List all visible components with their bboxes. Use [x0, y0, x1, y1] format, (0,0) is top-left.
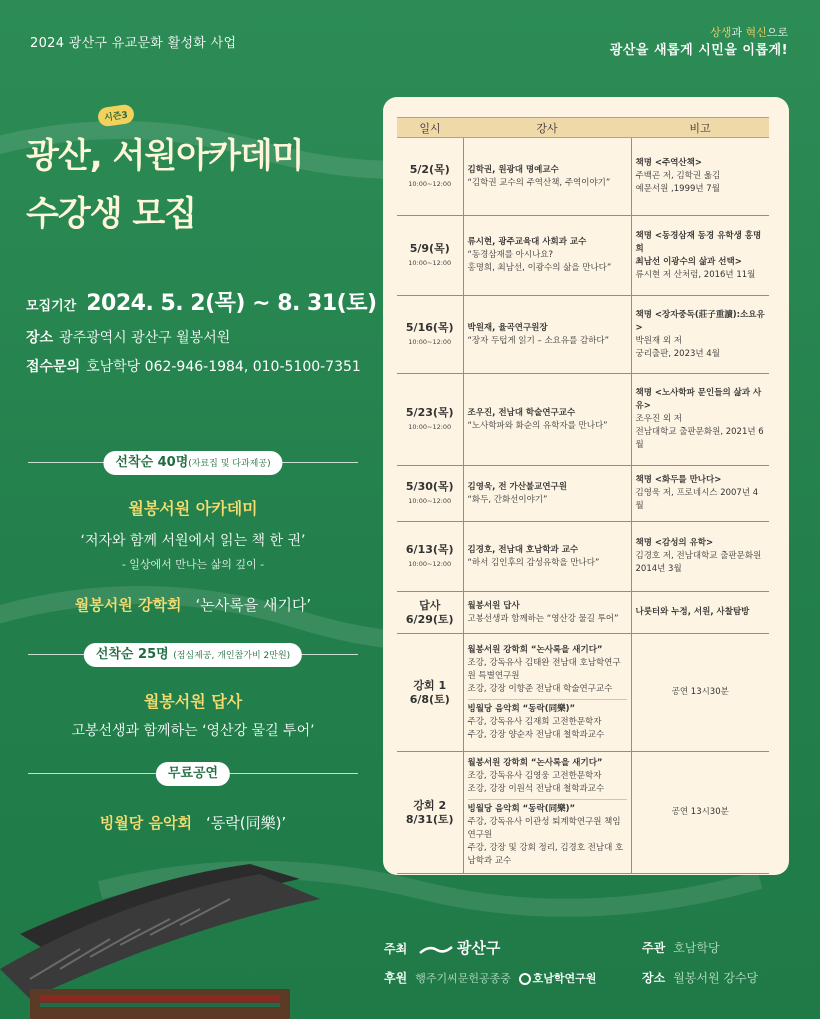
book-info: 김경호 저, 전남대학교 출판문화원 [635, 551, 762, 561]
schedule-table [397, 117, 769, 874]
time-text: 10:00~12:00 [408, 496, 452, 505]
section1-pill-main: 선착순 40명 [115, 455, 189, 470]
book-info: 주백곤 저, 김학권 옮김 [635, 171, 721, 181]
venue [642, 969, 758, 986]
lecture-topic: “장자 두텁게 읽기 – 소요유를 감하다” [467, 335, 610, 346]
time-text: 10:00~12:00 [408, 337, 452, 346]
honam-institute-logo-icon [519, 973, 531, 985]
support-value-2: 호남학연구원 [532, 972, 597, 985]
period-label: 모집기간 [26, 299, 77, 314]
section1-pill-sub: (자료집 및 다과제공) [188, 459, 271, 469]
table-row [397, 138, 769, 216]
tour-desc: 고봉선생과 함께하는 ‘영산강 물길 투어’ [71, 723, 315, 739]
lecturer-name: 류시현, 광주교육대 사회과 교수 [467, 237, 587, 247]
table-row-session [397, 752, 769, 874]
support-label: 후원 [384, 971, 408, 985]
row-note [631, 216, 769, 296]
header-lecturer: 강사 [463, 118, 631, 138]
row-date [397, 138, 463, 216]
book-title: 책명 <주역산책> [635, 158, 702, 168]
place-label: 장소 [26, 330, 54, 346]
book-info: 2014년 3월 [635, 564, 682, 574]
row-lecturer [463, 374, 631, 466]
table-row [397, 374, 769, 466]
period-value: 2024. 5. 2(목) ~ 8. 31(토) [86, 291, 377, 316]
session-part-line: 주강, 강독유사 김재희 고전한문학자 [467, 716, 602, 727]
concert-desc: ‘동락(同樂)’ [205, 814, 287, 832]
time-text: 10:00~12:00 [408, 258, 452, 267]
project-title: 2024 광산구 유교문화 활성화 사업 [30, 36, 237, 51]
hanok-roof-illustration [0, 839, 330, 1019]
session-part-line: 조강, 강독유사 김영웅 고전한문학자 [467, 771, 602, 781]
session-part-title: 월봉서원 강학회 “논사록을 새기다” [467, 758, 603, 768]
row-date [397, 752, 463, 874]
support-value-1: 행주기씨문헌공종중 [415, 972, 511, 985]
date-text: 5/30(목) [405, 479, 454, 493]
session-part-title: 월봉서원 강학회 “논사록을 새기다” [467, 644, 603, 655]
book-info: 전남대학교 출판문화원, 2021년 6월 [635, 427, 764, 450]
table-row-session [397, 634, 769, 752]
date-text: 답사 [419, 598, 441, 612]
lecture-topic: “동경삼재를 아시나요? [467, 250, 554, 260]
lecture-desc: ‘논사록을 새기다’ [195, 596, 312, 614]
book-info: 류시현 저 산처럼, 2016년 11월 [635, 269, 756, 280]
table-row [397, 216, 769, 296]
hero-title-line1: 광산, 서원아카데미 [26, 136, 304, 176]
book-info: 김영욱 저, 프로네시스 2007년 4월 [635, 488, 759, 511]
date-text: 5/2(목) [409, 162, 450, 176]
row-lecturer [463, 752, 631, 874]
header-note: 비고 [631, 118, 769, 138]
section2-pill-sub: (점심제공, 개인참가비 2만원) [173, 651, 291, 661]
section3-divider [28, 762, 358, 786]
section2-divider [28, 643, 358, 667]
session-part [468, 700, 627, 745]
row-date [397, 592, 463, 634]
tour-note: 나룻터와 누정, 서원, 사찰탐방 [635, 607, 750, 617]
row-date [397, 216, 463, 296]
section1-pill [103, 451, 282, 475]
date-text: 6/13(목) [405, 542, 454, 556]
slogan-line1 [610, 24, 788, 42]
recruit-period [26, 286, 377, 317]
tour-name: 월봉서원 답사 [467, 600, 520, 611]
row-lecturer [463, 216, 631, 296]
row-note [631, 522, 769, 592]
concert-title: 빙월당 음악회 [99, 814, 192, 832]
row-note [631, 374, 769, 466]
date-text: 5/9(목) [409, 241, 450, 255]
lecture-topic: 홍명희, 최남선, 이광수의 삶을 만나다” [467, 263, 612, 273]
book-info: 박원재 외 저 [635, 335, 682, 346]
book-title: 책명 <동경삼재 동경 유학생 홍명희 [635, 230, 762, 254]
slogan-conj-1: 과 [731, 26, 746, 39]
date-text: 강회 2 [413, 798, 447, 812]
contact-value: 호남학당 062-946-1984, 010-5100-7351 [86, 359, 361, 375]
book-info: 조우진 외 저 [635, 414, 682, 424]
book-title: 최남선 이광수의 삶과 선택> [635, 256, 742, 267]
lecturer-name: 김경호, 전남대 호남학과 교수 [467, 544, 579, 555]
row-note [631, 138, 769, 216]
time-text: 10:00~12:00 [408, 559, 452, 568]
session-part [468, 641, 627, 700]
session-part-line: 조강, 강독유사 김태완 전남대 호남학연구원 특별연구원 [467, 657, 621, 681]
tour-desc: 고봉선생과 함께하는 “영산강 물길 투어” [467, 613, 619, 624]
book-info: 예문서원 ,1999년 7월 [635, 184, 720, 194]
lecture-topic: “노사학파와 화순의 유학자를 만나다” [467, 420, 608, 431]
session-part-line: 주강, 강장 양순자 전남대 철학과교수 [467, 729, 605, 740]
row-date [397, 296, 463, 374]
venue-value: 월봉서원 강수당 [673, 971, 759, 985]
place-info [26, 327, 230, 347]
row-note [631, 466, 769, 522]
section1-divider [28, 451, 358, 475]
row-lecturer [463, 138, 631, 216]
slogan [610, 24, 788, 60]
organizer-value: 호남학당 [673, 941, 720, 955]
section2-pill-main: 선착순 25명 [95, 647, 169, 662]
hero-title-line2: 수강생 모집 [26, 194, 197, 234]
book-info: 궁리출판, 2023년 4월 [635, 348, 720, 359]
session-part-title: 빙월당 음악회 “동락(同樂)” [467, 804, 576, 814]
lecture-topic: “김학권 교수의 주역산책, 주역이야기” [467, 177, 611, 188]
row-date [397, 374, 463, 466]
schedule-panel [383, 97, 789, 875]
row-lecturer [463, 296, 631, 374]
session-part [468, 800, 627, 871]
concert-line [28, 812, 358, 833]
host-label: 주최 [384, 942, 408, 956]
slogan-word-2: 혁신 [745, 26, 767, 39]
table-row-tour [397, 592, 769, 634]
book-title: 책명 <장자중독(莊子重讀):소요유> [635, 309, 765, 333]
row-note: 공연 13시30분 [631, 634, 769, 752]
session-part-title: 빙월당 음악회 “동락(同樂)” [467, 703, 576, 714]
table-header-row [397, 118, 769, 138]
time-text: 10:00~12:00 [408, 422, 452, 431]
place-value: 광주광역시 광산구 월봉서원 [59, 330, 231, 346]
table-row [397, 296, 769, 374]
header-date: 일시 [397, 118, 463, 138]
lecturer-name: 조우진, 전남대 학술연구교수 [467, 407, 576, 418]
row-note [631, 592, 769, 634]
row-note: 공연 13시30분 [631, 752, 769, 874]
lecturer-name: 박원재, 율곡연구원장 [467, 322, 548, 333]
contact-label: 접수문의 [26, 359, 81, 375]
book-title: 책명 <노사학파 문인들의 삶과 사유> [635, 388, 762, 411]
organizer-label: 주관 [642, 941, 666, 955]
supporter [384, 969, 596, 986]
book-title: 책명 <감성의 유학> [635, 538, 714, 548]
book-title: 책명 <화두를 만나다> [635, 475, 722, 485]
contact-info [26, 356, 361, 376]
sponsors [380, 935, 800, 995]
tour-title: 월봉서원 답사 [143, 692, 243, 711]
row-lecturer [463, 522, 631, 592]
host [384, 937, 500, 958]
season-badge: 시즌3 [97, 104, 135, 128]
lecture-topic: “화두, 간화선이야기” [467, 494, 548, 505]
row-lecturer [463, 592, 631, 634]
row-lecturer [463, 466, 631, 522]
row-date [397, 634, 463, 752]
time-text: 10:00~12:00 [408, 179, 452, 188]
gwangsan-logo-icon [419, 944, 453, 956]
section2-pill [84, 643, 302, 667]
slogan-conj-2: 으로 [766, 26, 788, 39]
academy-title: 월봉서원 아카데미 [128, 499, 258, 518]
academy-sub: - 일상에서 만나는 삶의 깊이 - [121, 558, 265, 571]
section3-pill: 무료공연 [156, 762, 230, 786]
table-row [397, 466, 769, 522]
session-part-line: 주강, 강독유사 이관성 퇴계학연구원 책임연구원 [467, 817, 621, 840]
date-text: 강회 1 [413, 678, 447, 692]
session-part-line: 주강, 강장 및 강회 정리, 김경호 전남대 호남학과 교수 [467, 843, 624, 866]
table-row [397, 522, 769, 592]
session-part-line: 조강, 강장 이원석 전남대 철학과교수 [467, 784, 605, 794]
lecture-line [28, 594, 358, 615]
row-date [397, 522, 463, 592]
row-note [631, 296, 769, 374]
academy-desc: ‘저자와 함께 서원에서 읽는 책 한 권’ [80, 533, 306, 549]
row-date [397, 466, 463, 522]
date-text: 5/23(목) [405, 405, 454, 419]
date-text: 6/29(토) [405, 612, 454, 626]
session-part-line: 조강, 강장 이향준 전남대 학술연구교수 [467, 683, 613, 694]
date-text: 8/31(토) [405, 812, 454, 826]
date-text: 5/16(목) [405, 320, 454, 334]
host-value: 광산구 [456, 939, 501, 957]
slogan-line2: 광산을 새롭게 시민을 이롭게! [609, 43, 788, 58]
lecture-title: 월봉서원 강학회 [74, 596, 182, 614]
session-part [468, 754, 627, 800]
lecturer-name: 김영욱, 전 가산불교연구원 [467, 481, 567, 492]
organizer [642, 939, 720, 956]
slogan-word-1: 상생 [710, 26, 732, 39]
row-lecturer [463, 634, 631, 752]
lecturer-name: 김학권, 원광대 명예교수 [467, 164, 559, 175]
lecture-topic: “하서 김인후의 감성유학을 만나다” [467, 557, 600, 568]
venue-label: 장소 [642, 971, 666, 985]
date-text: 6/8(토) [409, 692, 450, 706]
